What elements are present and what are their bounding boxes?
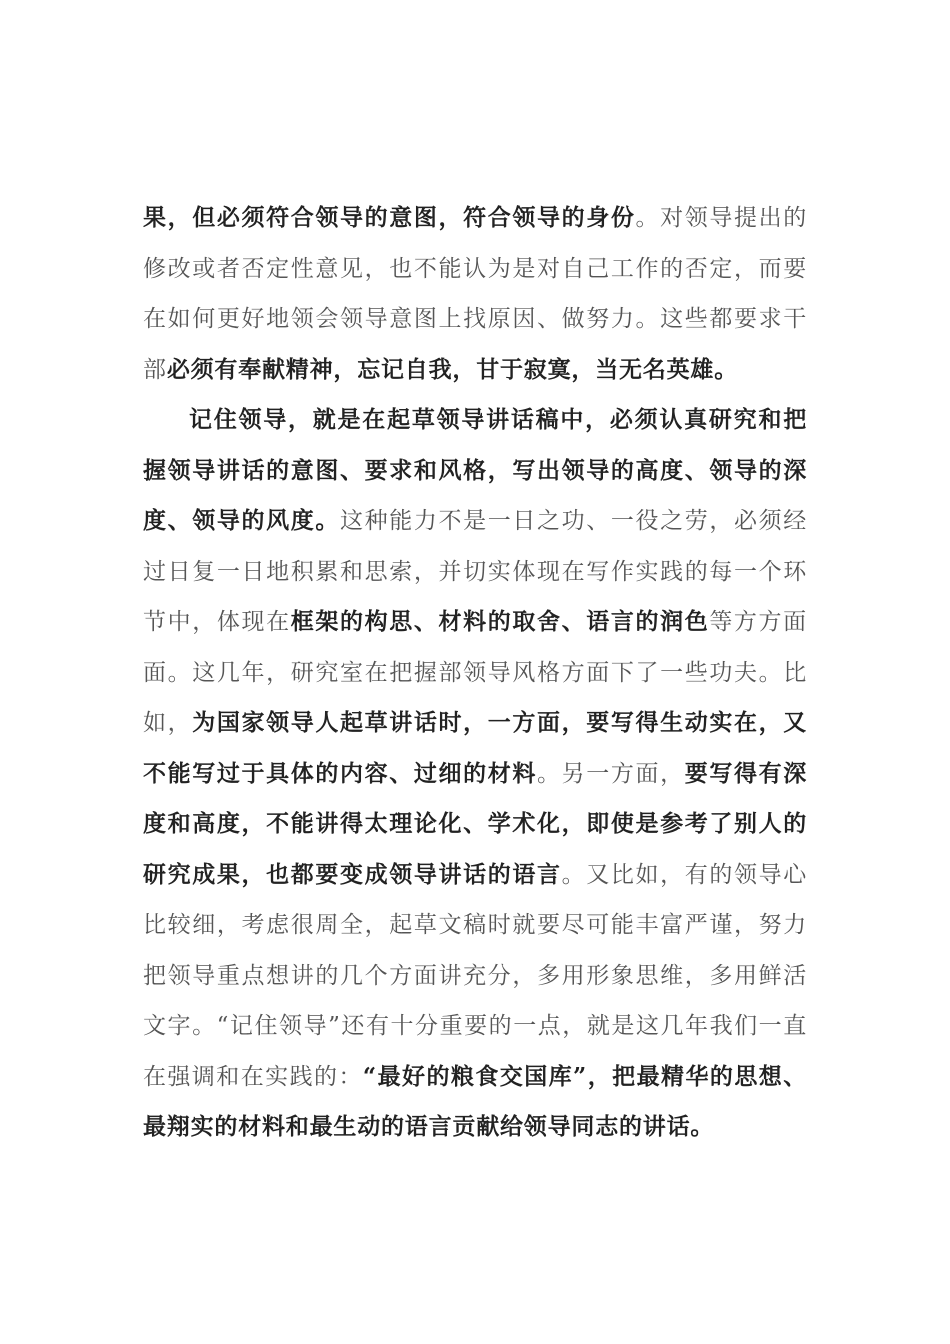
bold-text: “最好的粮食交国库”，把最精华的思想、最翔实的材料和最生动的语言贡献给领导同志的讲话。 [143, 1062, 807, 1140]
bold-text: 要写得有深度和高度，不能讲得太理论化、学术化，即使是参考了别人的研究成果，也都要变成领导讲话的语言 [143, 759, 807, 888]
bold-text: 必须有奉献精神，忘记自我，甘于寂寞，当无名英雄。 [166, 355, 739, 383]
paragraph-1 [143, 193, 807, 395]
body-text: 。对领导提出的修改或者否定性意见，也不能认为是对自己工作的否定，而要在如何更好地领会领导意图上找原因、做努力。这些都要求干部 [143, 205, 808, 383]
body-text: 等方方面面。这几年，研究室在把握部领导风格方面下了一些功夫。比如， [143, 609, 807, 736]
bold-text: 果，但必须符合领导的意图，符合领导的身份 [143, 204, 636, 231]
bold-text: 框架的构思、材料的取舍、语言的润色 [290, 608, 710, 635]
body-text: 。另一方面， [536, 760, 685, 787]
document-body [143, 193, 807, 1153]
paragraph-2 [143, 395, 807, 1153]
body-text: 。又比如，有的领导心比较细，考虑很周全，起草文稿时就要尽可能丰富严谨，努力把领导重点想讲的几个方面讲充分，多用形象思维，多用鲜活文字。“记住领导”还有十分重要的一点，就是这几年我们一直在强调和在实践的： [143, 861, 807, 1090]
bold-text: 为国家领导人起草讲话时，一方面，要写得生动实在，又不能写过于具体的内容、过细的材料 [143, 709, 807, 787]
body-text: 这种能力不是一日之功、一役之劳，必须经过日复一日地积累和思索，并切实体现在写作实践的每一个环节中，体现在 [143, 508, 807, 635]
bold-text: 记住领导，就是在起草领导讲话稿中，必须认真研究和把握领导讲话的意图、要求和风格，写出领导的高度、领导的深度、领导的风度。 [143, 406, 807, 534]
